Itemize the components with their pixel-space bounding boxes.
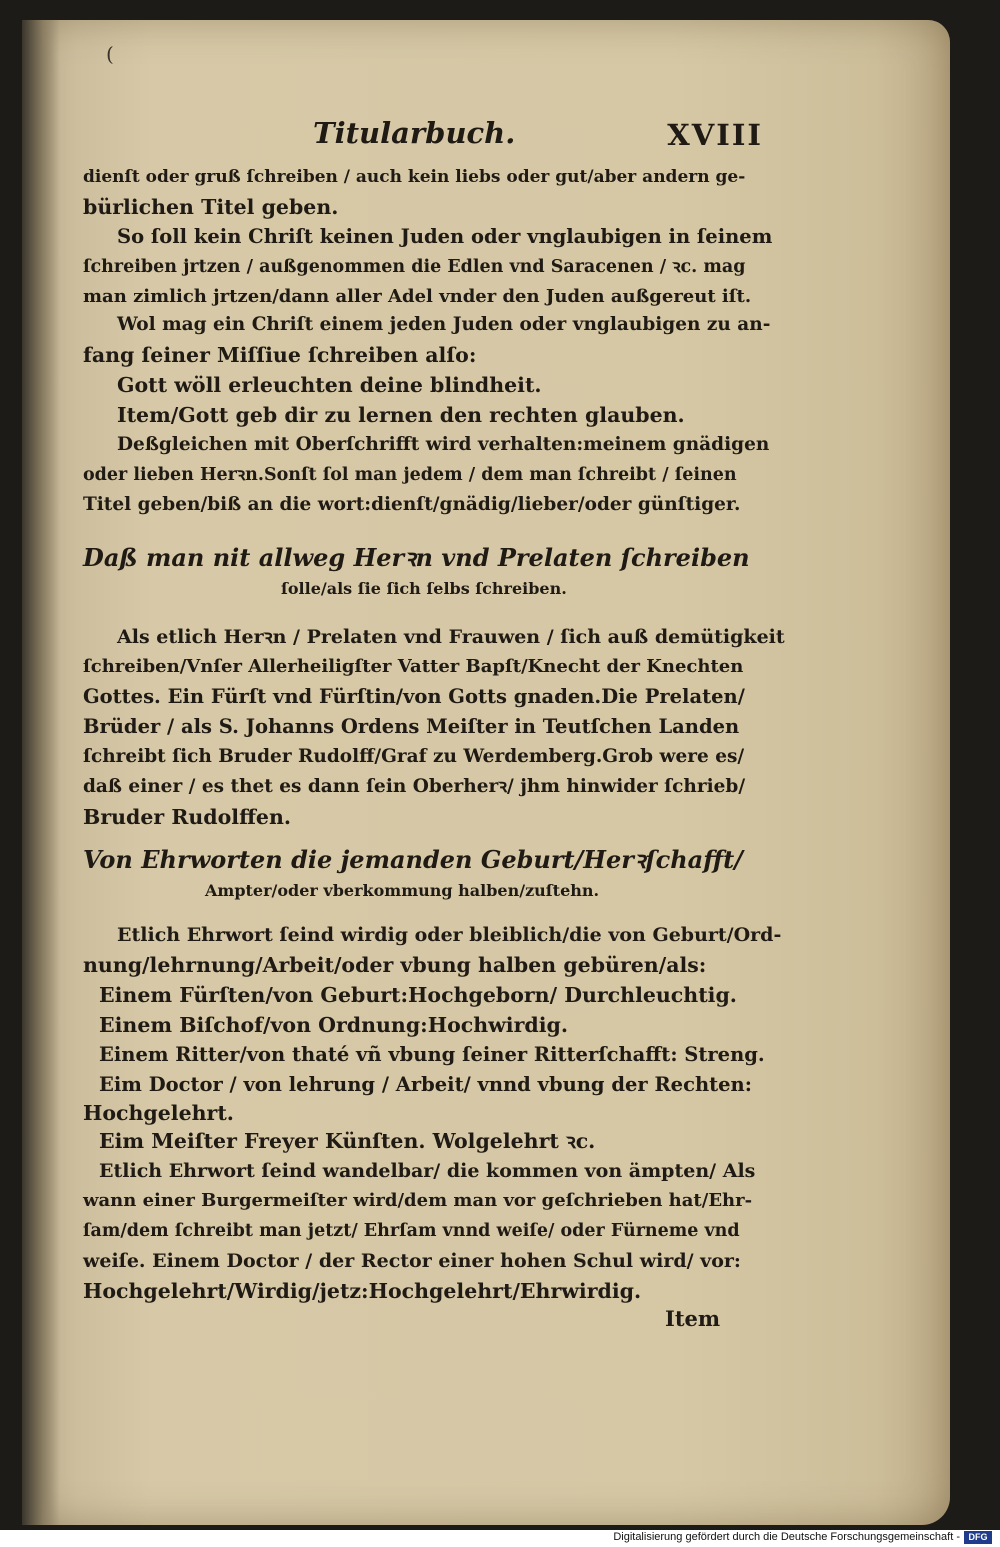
text-line: daß einer / es thet es dann ſein Oberherꝛ/ jhm hinwider ſchrieb/ [83, 776, 746, 797]
text-line: Eim Meiſter Freyer Künſten. Wolgelehrt ꝛc. [99, 1129, 596, 1153]
text-line: dienſt oder gruß ſchreiben / auch kein liebs oder gut/aber andern ge- [83, 167, 746, 187]
text-line: Hochgelehrt/Wirdig/jetz:Hochgelehrt/Ehrwirdig. [83, 1279, 642, 1303]
section-heading: Von Ehrworten die jemanden Geburt/Herꝛſchafft/ [83, 845, 743, 874]
text-line: Einem Ritter/von thaté vñ vbung ſeiner Ritterſchafft: Streng. [99, 1043, 765, 1066]
text-line: weiſe. Einem Doctor / der Rector einer hohen Schul wird/ vor: [83, 1250, 741, 1272]
text-line: ſchreibt ſich Bruder Rudolff/Graf zu Werdemberg.Grob were es/ [83, 746, 745, 767]
text-line: Gottes. Ein Fürſt vnd Fürſtin/von Gotts gnaden.Die Prelaten/ [83, 685, 745, 708]
text-line: Als etlich Herꝛn / Prelaten vnd Frauwen / ſich auß demütigkeit [117, 626, 785, 648]
text-line: ſam/dem ſchreibt man jetzt/ Ehrſam vnnd weiſe/ oder Fürneme vnd [83, 1221, 740, 1241]
text-line: oder lieben Herꝛn.Sonſt ſol man jedem / dem man ſchreibt / ſeinen [83, 465, 737, 485]
text-line: Hochgelehrt. [83, 1101, 234, 1125]
section-heading: Daß man nit allweg Herꝛn vnd Prelaten ſchreiben [83, 543, 750, 572]
folio-number: XVIII [667, 118, 763, 152]
text-line: bürlichen Titel geben. [83, 195, 339, 219]
running-title: Titularbuch. [313, 116, 516, 150]
section-subheading: ſolle/als ſie ſich ſelbs ſchreiben. [281, 579, 567, 598]
text-line: man zimlich jrtzen/dann aller Adel vnder den Juden außgereut iſt. [83, 286, 752, 307]
text-line: Wol mag ein Chriſt einem jeden Juden oder vnglaubigen zu an- [117, 314, 771, 335]
text-line: Deßgleichen mit Oberſchrifft wird verhalten:meinem gnädigen [117, 434, 770, 455]
text-line: So ſoll kein Chriſt keinen Juden oder vnglaubigen in ſeinem [117, 225, 773, 248]
text-line: Gott wöll erleuchten deine blindheit. [117, 373, 542, 397]
running-head [83, 110, 763, 160]
funding-credit: Digitalisierung gefördert durch die Deutsche Forschungsgemeinschaft - [613, 1531, 960, 1543]
text-line: Etlich Ehrwort ſeind wandelbar/ die kommen von ämpten/ Als [99, 1160, 756, 1182]
text-line: ſchreiben/Vnſer Allerheiligſter Vatter Bapſt/Knecht der Knechten [83, 656, 744, 677]
text-line: nung/lehrnung/Arbeit/oder vbung halben gebüren/als: [83, 953, 707, 977]
text-line: Brüder / als S. Johanns Ordens Meiſter in Teutſchen Landen [83, 715, 740, 738]
text-line: Item/Gott geb dir zu lernen den rechten glauben. [117, 403, 685, 427]
dfg-logo: DFG [964, 1531, 992, 1544]
corner-mark: ( [106, 42, 114, 66]
text-line: Eim Doctor / von lehrung / Arbeit/ vnnd vbung der Rechten: [99, 1073, 752, 1096]
text-line: Einem Biſchof/von Ordnung:Hochwirdig. [99, 1013, 568, 1037]
section-subheading: Ampter/oder vberkommung halben/zuſtehn. [205, 881, 600, 900]
text-line: fang ſeiner Miſſiue ſchreiben alſo: [83, 343, 477, 367]
text-line: ſchreiben jrtzen / außgenommen die Edlen vnd Saracenen / ꝛc. mag [83, 257, 746, 277]
catchword: Item [665, 1306, 721, 1331]
text-line: Bruder Rudolffen. [83, 805, 291, 829]
page-gutter [22, 20, 60, 1525]
text-line: Titel geben/biß an die wort:dienſt/gnädig/lieber/oder günſtiger. [83, 494, 741, 515]
text-line: Einem Fürſten/von Geburt:Hochgeborn/ Durchleuchtig. [99, 983, 737, 1007]
text-line: wann einer Burgermeiſter wird/dem man vor geſchrieben hat/Ehr- [83, 1190, 753, 1211]
text-line: Etlich Ehrwort ſeind wirdig oder bleiblich/die von Geburt/Ord- [117, 924, 782, 946]
